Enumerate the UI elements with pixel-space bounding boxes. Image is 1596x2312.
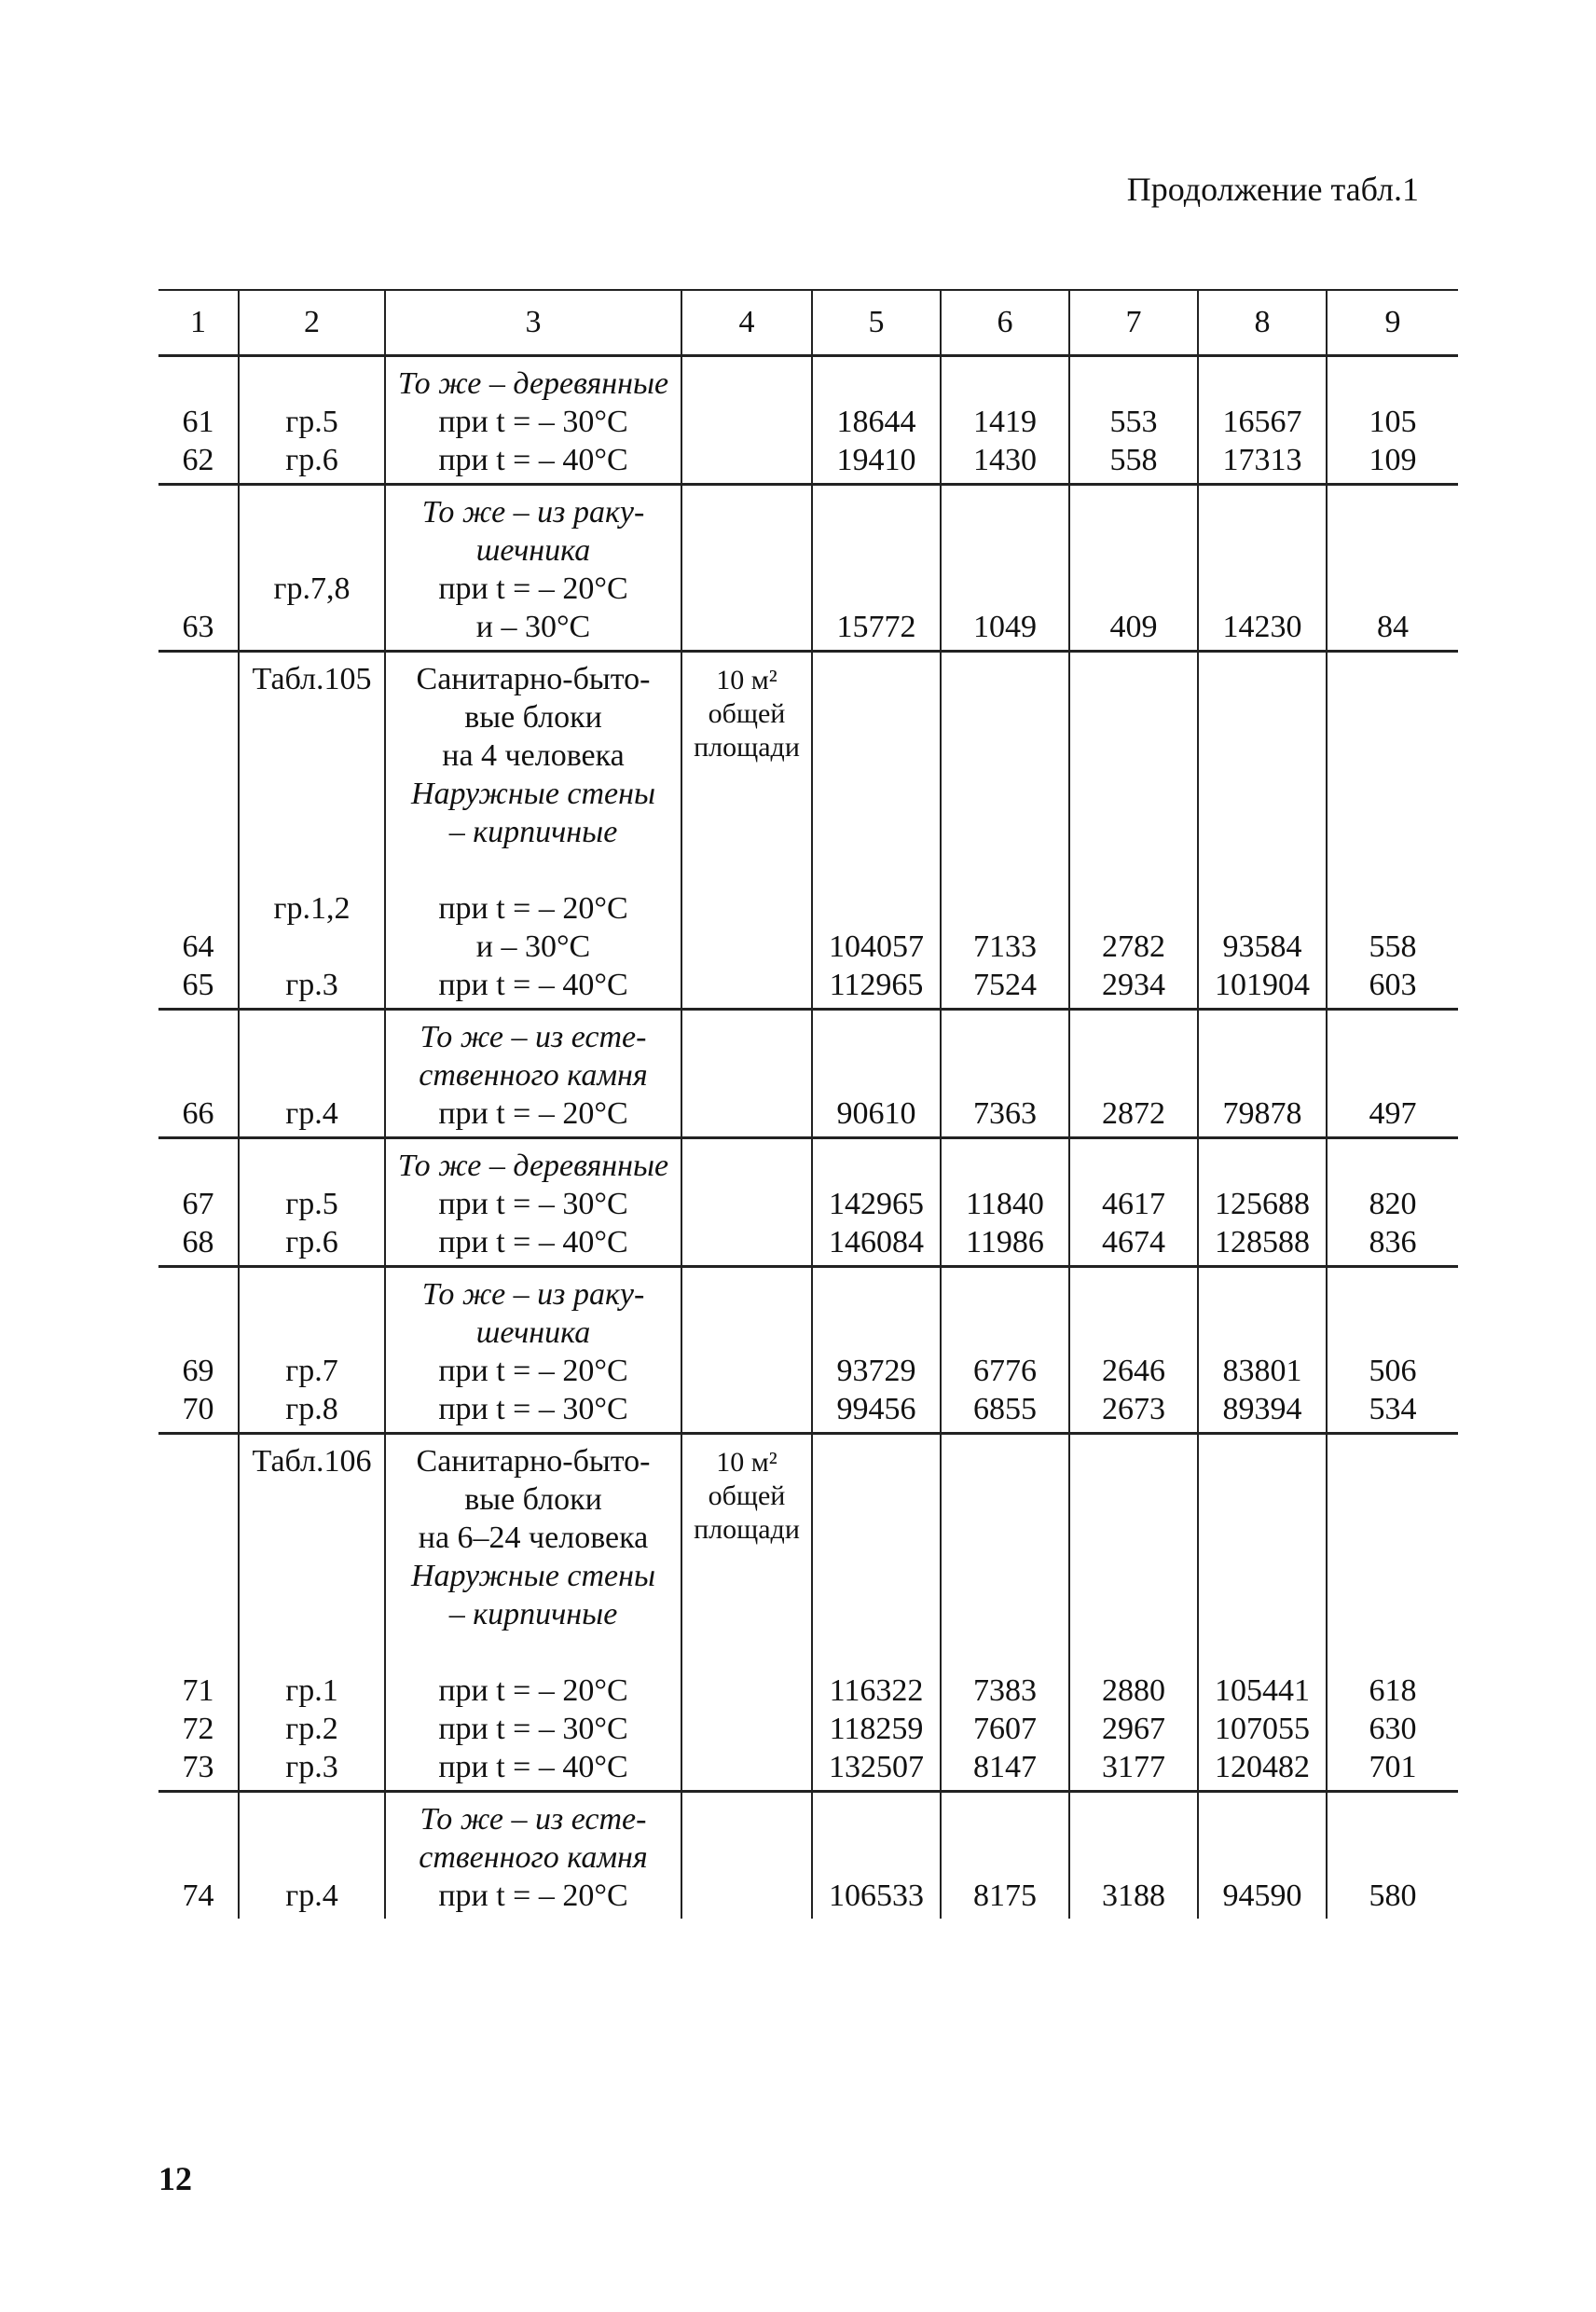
description-cell (385, 1267, 681, 1434)
value: 18644 (836, 405, 916, 439)
heading-italic-line: То же – из раку- (421, 495, 645, 530)
value: 79878 (1222, 1096, 1302, 1131)
row-number-cell (158, 1792, 239, 1920)
row-number: 68 (182, 1225, 214, 1259)
value-cell (1069, 485, 1198, 652)
table-reference: Табл.106 (252, 1444, 372, 1479)
value: 107055 (1215, 1712, 1310, 1746)
value: 11840 (966, 1187, 1044, 1221)
heading-italic-line: То же – из есте- (420, 1020, 647, 1054)
blank-line (240, 1480, 384, 1519)
value-cell (812, 1010, 941, 1138)
value-cell (1198, 1138, 1327, 1267)
blank-line (240, 1838, 384, 1877)
value-cell (1069, 1138, 1198, 1267)
value-cell (1327, 652, 1458, 1010)
value: 93729 (836, 1354, 916, 1388)
value: 7363 (973, 1096, 1037, 1131)
row-number: 70 (182, 1392, 214, 1426)
blank-line (240, 813, 384, 851)
condition-line: при t = – 30°C (438, 1712, 628, 1746)
group-label: гр.1,2 (273, 891, 351, 926)
row-number: 61 (182, 405, 214, 439)
value-cell (1198, 652, 1327, 1010)
value-cell (1327, 1792, 1458, 1920)
value: 132507 (829, 1750, 924, 1784)
row-number-cell (158, 1138, 239, 1267)
value-cell (941, 652, 1069, 1010)
unit-cell (681, 1010, 812, 1138)
unit-line: общей (708, 698, 786, 729)
blank-line (240, 851, 384, 889)
value-cell (941, 1792, 1069, 1920)
value: 2872 (1102, 1096, 1165, 1131)
value-cell (1069, 1434, 1198, 1792)
description-cell (385, 1792, 681, 1920)
condition-line: при t = – 40°C (438, 968, 628, 1002)
value: 701 (1369, 1750, 1417, 1784)
value: 112965 (829, 968, 924, 1002)
value: 2673 (1102, 1392, 1165, 1426)
row-number: 74 (182, 1878, 214, 1913)
blank-line (386, 1633, 681, 1672)
blank-line (813, 889, 940, 928)
value: 3188 (1102, 1878, 1165, 1913)
group-label: гр.6 (285, 1225, 338, 1259)
heading-line: на 4 человека (442, 738, 625, 773)
group-label: гр.4 (285, 1878, 338, 1913)
column-header: 6 (941, 290, 1069, 356)
condition-line: при t = – 20°C (438, 1673, 628, 1708)
value: 11986 (966, 1225, 1044, 1259)
blank-line (1328, 889, 1458, 928)
table-body (158, 356, 1458, 1920)
value: 106533 (829, 1878, 924, 1913)
unit-cell (681, 1434, 812, 1792)
blank-line (240, 736, 384, 775)
value: 6855 (973, 1392, 1037, 1426)
value: 8175 (973, 1878, 1037, 1913)
unit-line: площади (694, 1514, 800, 1545)
blank-line (240, 365, 384, 403)
blank-line (942, 570, 1068, 608)
value: 116322 (829, 1673, 924, 1708)
heading-line: на 6–24 человека (418, 1521, 649, 1555)
blank-line (1328, 570, 1458, 608)
value-cell (1198, 485, 1327, 652)
value-cell (1327, 1138, 1458, 1267)
value-cell (1198, 1267, 1327, 1434)
row-number-cell (158, 652, 239, 1010)
description-cell (385, 1010, 681, 1138)
table-row-group (158, 356, 1458, 485)
table-row-group (158, 1434, 1458, 1792)
value-cell (1198, 356, 1327, 485)
value: 118259 (829, 1712, 924, 1746)
row-number: 71 (182, 1673, 214, 1708)
value: 6776 (973, 1354, 1037, 1388)
value-cell (1198, 1010, 1327, 1138)
heading-italic-line: – кирпичные (448, 1597, 618, 1631)
blank-line (1070, 889, 1197, 928)
value-cell (1327, 1434, 1458, 1792)
heading-line: вые блоки (464, 700, 602, 735)
value: 618 (1369, 1673, 1417, 1708)
group-ref-cell (239, 1267, 385, 1434)
value-cell (1198, 1434, 1327, 1792)
blank-line (240, 1147, 384, 1185)
group-ref-cell (239, 1010, 385, 1138)
value: 7524 (973, 968, 1037, 1002)
condition-line: при t = – 30°C (438, 405, 628, 439)
description-cell (385, 1138, 681, 1267)
description-cell (385, 485, 681, 652)
blank-line (240, 698, 384, 736)
heading-italic-line: Наружные стены (410, 1559, 656, 1593)
table-row-group (158, 652, 1458, 1010)
column-header: 8 (1198, 290, 1327, 356)
blank-line (240, 608, 384, 646)
group-ref-cell (239, 485, 385, 652)
group-label: гр.5 (285, 405, 338, 439)
column-header: 7 (1069, 290, 1198, 356)
blank-line (240, 1800, 384, 1838)
value: 506 (1369, 1354, 1417, 1388)
row-number-cell (158, 1010, 239, 1138)
value: 2782 (1102, 929, 1165, 964)
unit-line: общей (708, 1480, 786, 1511)
table-header-row (158, 290, 1458, 356)
group-ref-cell (239, 652, 385, 1010)
value: 836 (1369, 1225, 1417, 1259)
heading-line: Санитарно-быто- (416, 1444, 651, 1479)
value: 19410 (836, 443, 916, 477)
blank-line (240, 1018, 384, 1056)
group-label: гр.7,8 (273, 571, 351, 606)
value: 558 (1369, 929, 1417, 964)
value: 1049 (973, 610, 1037, 644)
condition-line: при t = – 30°C (438, 1187, 628, 1221)
condition-line: и – 30°C (475, 929, 591, 964)
value: 89394 (1222, 1392, 1302, 1426)
value-cell (941, 356, 1069, 485)
value-cell (941, 1267, 1069, 1434)
value: 146084 (829, 1225, 924, 1259)
group-ref-cell (239, 1792, 385, 1920)
value: 1419 (973, 405, 1037, 439)
row-number-cell (158, 356, 239, 485)
group-label: гр.7 (285, 1354, 338, 1388)
value: 7383 (973, 1673, 1037, 1708)
blank-line (240, 1519, 384, 1557)
group-ref-cell (239, 1434, 385, 1792)
row-number: 65 (182, 968, 214, 1002)
blank-line (158, 889, 238, 928)
unit-cell (681, 356, 812, 485)
value: 105441 (1215, 1673, 1310, 1708)
value: 1430 (973, 443, 1037, 477)
table-row-group (158, 1138, 1458, 1267)
row-number: 72 (182, 1712, 214, 1746)
value: 90610 (836, 1096, 916, 1131)
value-cell (812, 1792, 941, 1920)
description-cell (385, 652, 681, 1010)
group-label: гр.1 (285, 1673, 338, 1708)
value-cell (1069, 1267, 1198, 1434)
group-label: гр.3 (285, 1750, 338, 1784)
value: 630 (1369, 1712, 1417, 1746)
group-label: гр.2 (285, 1712, 338, 1746)
blank-line (1070, 570, 1197, 608)
group-ref-cell (239, 356, 385, 485)
heading-italic-line: То же – деревянные (397, 1149, 669, 1183)
value-cell (1327, 1267, 1458, 1434)
value-cell (1069, 1792, 1198, 1920)
value: 2646 (1102, 1354, 1165, 1388)
value-cell (1327, 485, 1458, 652)
unit-cell (681, 485, 812, 652)
value-cell (812, 1267, 941, 1434)
value: 2967 (1102, 1712, 1165, 1746)
condition-line: при t = – 20°C (438, 571, 628, 606)
heading-italic-line: шечника (475, 1315, 591, 1350)
heading-italic-line: шечника (475, 533, 591, 568)
blank-line (158, 570, 238, 608)
value: 4617 (1102, 1187, 1165, 1221)
heading-italic-line: То же – из раку- (421, 1277, 645, 1312)
table-row-group (158, 485, 1458, 652)
blank-line (240, 775, 384, 813)
value: 553 (1109, 405, 1158, 439)
value: 105 (1369, 405, 1417, 439)
table-reference: Табл.105 (252, 662, 372, 696)
value: 603 (1369, 968, 1417, 1002)
heading-italic-line: То же – из есте- (420, 1802, 647, 1837)
blank-line (240, 1557, 384, 1595)
value: 120482 (1215, 1750, 1310, 1784)
value: 3177 (1102, 1750, 1165, 1784)
value-cell (941, 1010, 1069, 1138)
unit-line: 10 м² (716, 665, 777, 695)
row-number-cell (158, 1434, 239, 1792)
value: 4674 (1102, 1225, 1165, 1259)
column-header: 4 (681, 290, 812, 356)
value: 580 (1369, 1878, 1417, 1913)
blank-line (240, 1633, 384, 1672)
row-number-cell (158, 485, 239, 652)
value: 94590 (1222, 1878, 1302, 1913)
group-label: гр.3 (285, 968, 338, 1002)
blank-line (240, 928, 384, 966)
page-number: 12 (158, 2160, 192, 2197)
heading-italic-line: – кирпичные (448, 815, 618, 849)
value: 2934 (1102, 968, 1165, 1002)
group-label: гр.5 (285, 1187, 338, 1221)
value-cell (812, 1434, 941, 1792)
value-cell (1327, 356, 1458, 485)
group-label: гр.8 (285, 1392, 338, 1426)
column-header: 1 (158, 290, 239, 356)
column-header: 5 (812, 290, 941, 356)
unit-line: 10 м² (716, 1447, 777, 1478)
value: 2880 (1102, 1673, 1165, 1708)
data-table-wrapper (158, 289, 1458, 1919)
value: 497 (1369, 1096, 1417, 1131)
value: 83801 (1222, 1354, 1302, 1388)
value: 104057 (829, 929, 924, 964)
value: 8147 (973, 1750, 1037, 1784)
blank-line (1199, 570, 1326, 608)
blank-line (240, 493, 384, 531)
row-number: 69 (182, 1354, 214, 1388)
row-number: 63 (182, 610, 214, 644)
group-label: гр.6 (285, 443, 338, 477)
value-cell (941, 1138, 1069, 1267)
description-cell (385, 1434, 681, 1792)
blank-line (386, 851, 681, 889)
value: 93584 (1222, 929, 1302, 964)
row-number: 62 (182, 443, 214, 477)
value: 16567 (1222, 405, 1302, 439)
group-ref-cell (239, 1138, 385, 1267)
value: 84 (1377, 610, 1409, 644)
condition-line: при t = – 20°C (438, 1354, 628, 1388)
condition-line: при t = – 20°C (438, 1878, 628, 1913)
blank-line (1199, 889, 1326, 928)
value-cell (812, 485, 941, 652)
description-cell (385, 356, 681, 485)
value: 17313 (1222, 443, 1302, 477)
condition-line: при t = – 20°C (438, 891, 628, 926)
continuation-label: Продолжение табл.1 (1126, 171, 1419, 208)
row-number-cell (158, 1267, 239, 1434)
value: 125688 (1215, 1187, 1310, 1221)
value: 128588 (1215, 1225, 1310, 1259)
value-cell (941, 1434, 1069, 1792)
value: 7607 (973, 1712, 1037, 1746)
condition-line: при t = – 30°C (438, 1392, 628, 1426)
table-row-group (158, 1792, 1458, 1920)
value: 109 (1369, 443, 1417, 477)
value-cell (1069, 356, 1198, 485)
value-cell (812, 1138, 941, 1267)
condition-line: при t = – 40°C (438, 1750, 628, 1784)
value-cell (812, 652, 941, 1010)
unit-cell (681, 652, 812, 1010)
row-number: 66 (182, 1096, 214, 1131)
column-header: 2 (239, 290, 385, 356)
heading-italic-line: То же – деревянные (397, 366, 669, 401)
value-cell (1069, 652, 1198, 1010)
row-number: 64 (182, 929, 214, 964)
heading-line: Санитарно-быто- (416, 662, 651, 696)
group-label: гр.4 (285, 1096, 338, 1131)
blank-line (240, 531, 384, 570)
value-cell (1198, 1792, 1327, 1920)
value: 15772 (836, 610, 916, 644)
heading-italic-line: ственного камня (419, 1058, 648, 1093)
condition-line: при t = – 40°C (438, 443, 628, 477)
heading-italic-line: ственного камня (419, 1840, 648, 1875)
value: 7133 (973, 929, 1037, 964)
blank-line (240, 1595, 384, 1633)
value-cell (1327, 1010, 1458, 1138)
blank-line (942, 889, 1068, 928)
blank-line (240, 1056, 384, 1094)
table-row-group (158, 1267, 1458, 1434)
condition-line: и – 30°C (475, 610, 591, 644)
column-header: 3 (385, 290, 681, 356)
unit-cell (681, 1138, 812, 1267)
condition-line: при t = – 40°C (438, 1225, 628, 1259)
data-table (158, 289, 1458, 1919)
unit-cell (681, 1792, 812, 1920)
heading-italic-line: Наружные стены (410, 777, 656, 811)
heading-line: вые блоки (464, 1482, 602, 1517)
value: 558 (1109, 443, 1158, 477)
value-cell (1069, 1010, 1198, 1138)
unit-cell (681, 1267, 812, 1434)
blank-line (240, 1275, 384, 1314)
value: 101904 (1215, 968, 1310, 1002)
table-row-group (158, 1010, 1458, 1138)
condition-line: при t = – 20°C (438, 1096, 628, 1131)
value: 142965 (829, 1187, 924, 1221)
row-number: 67 (182, 1187, 214, 1221)
blank-line (813, 570, 940, 608)
value: 409 (1109, 610, 1158, 644)
value: 99456 (836, 1392, 916, 1426)
value: 820 (1369, 1187, 1417, 1221)
column-header: 9 (1327, 290, 1458, 356)
blank-line (240, 1314, 384, 1352)
value-cell (941, 485, 1069, 652)
row-number: 73 (182, 1750, 214, 1784)
value: 14230 (1222, 610, 1302, 644)
value: 534 (1369, 1392, 1417, 1426)
value-cell (812, 356, 941, 485)
unit-line: площади (694, 732, 800, 763)
